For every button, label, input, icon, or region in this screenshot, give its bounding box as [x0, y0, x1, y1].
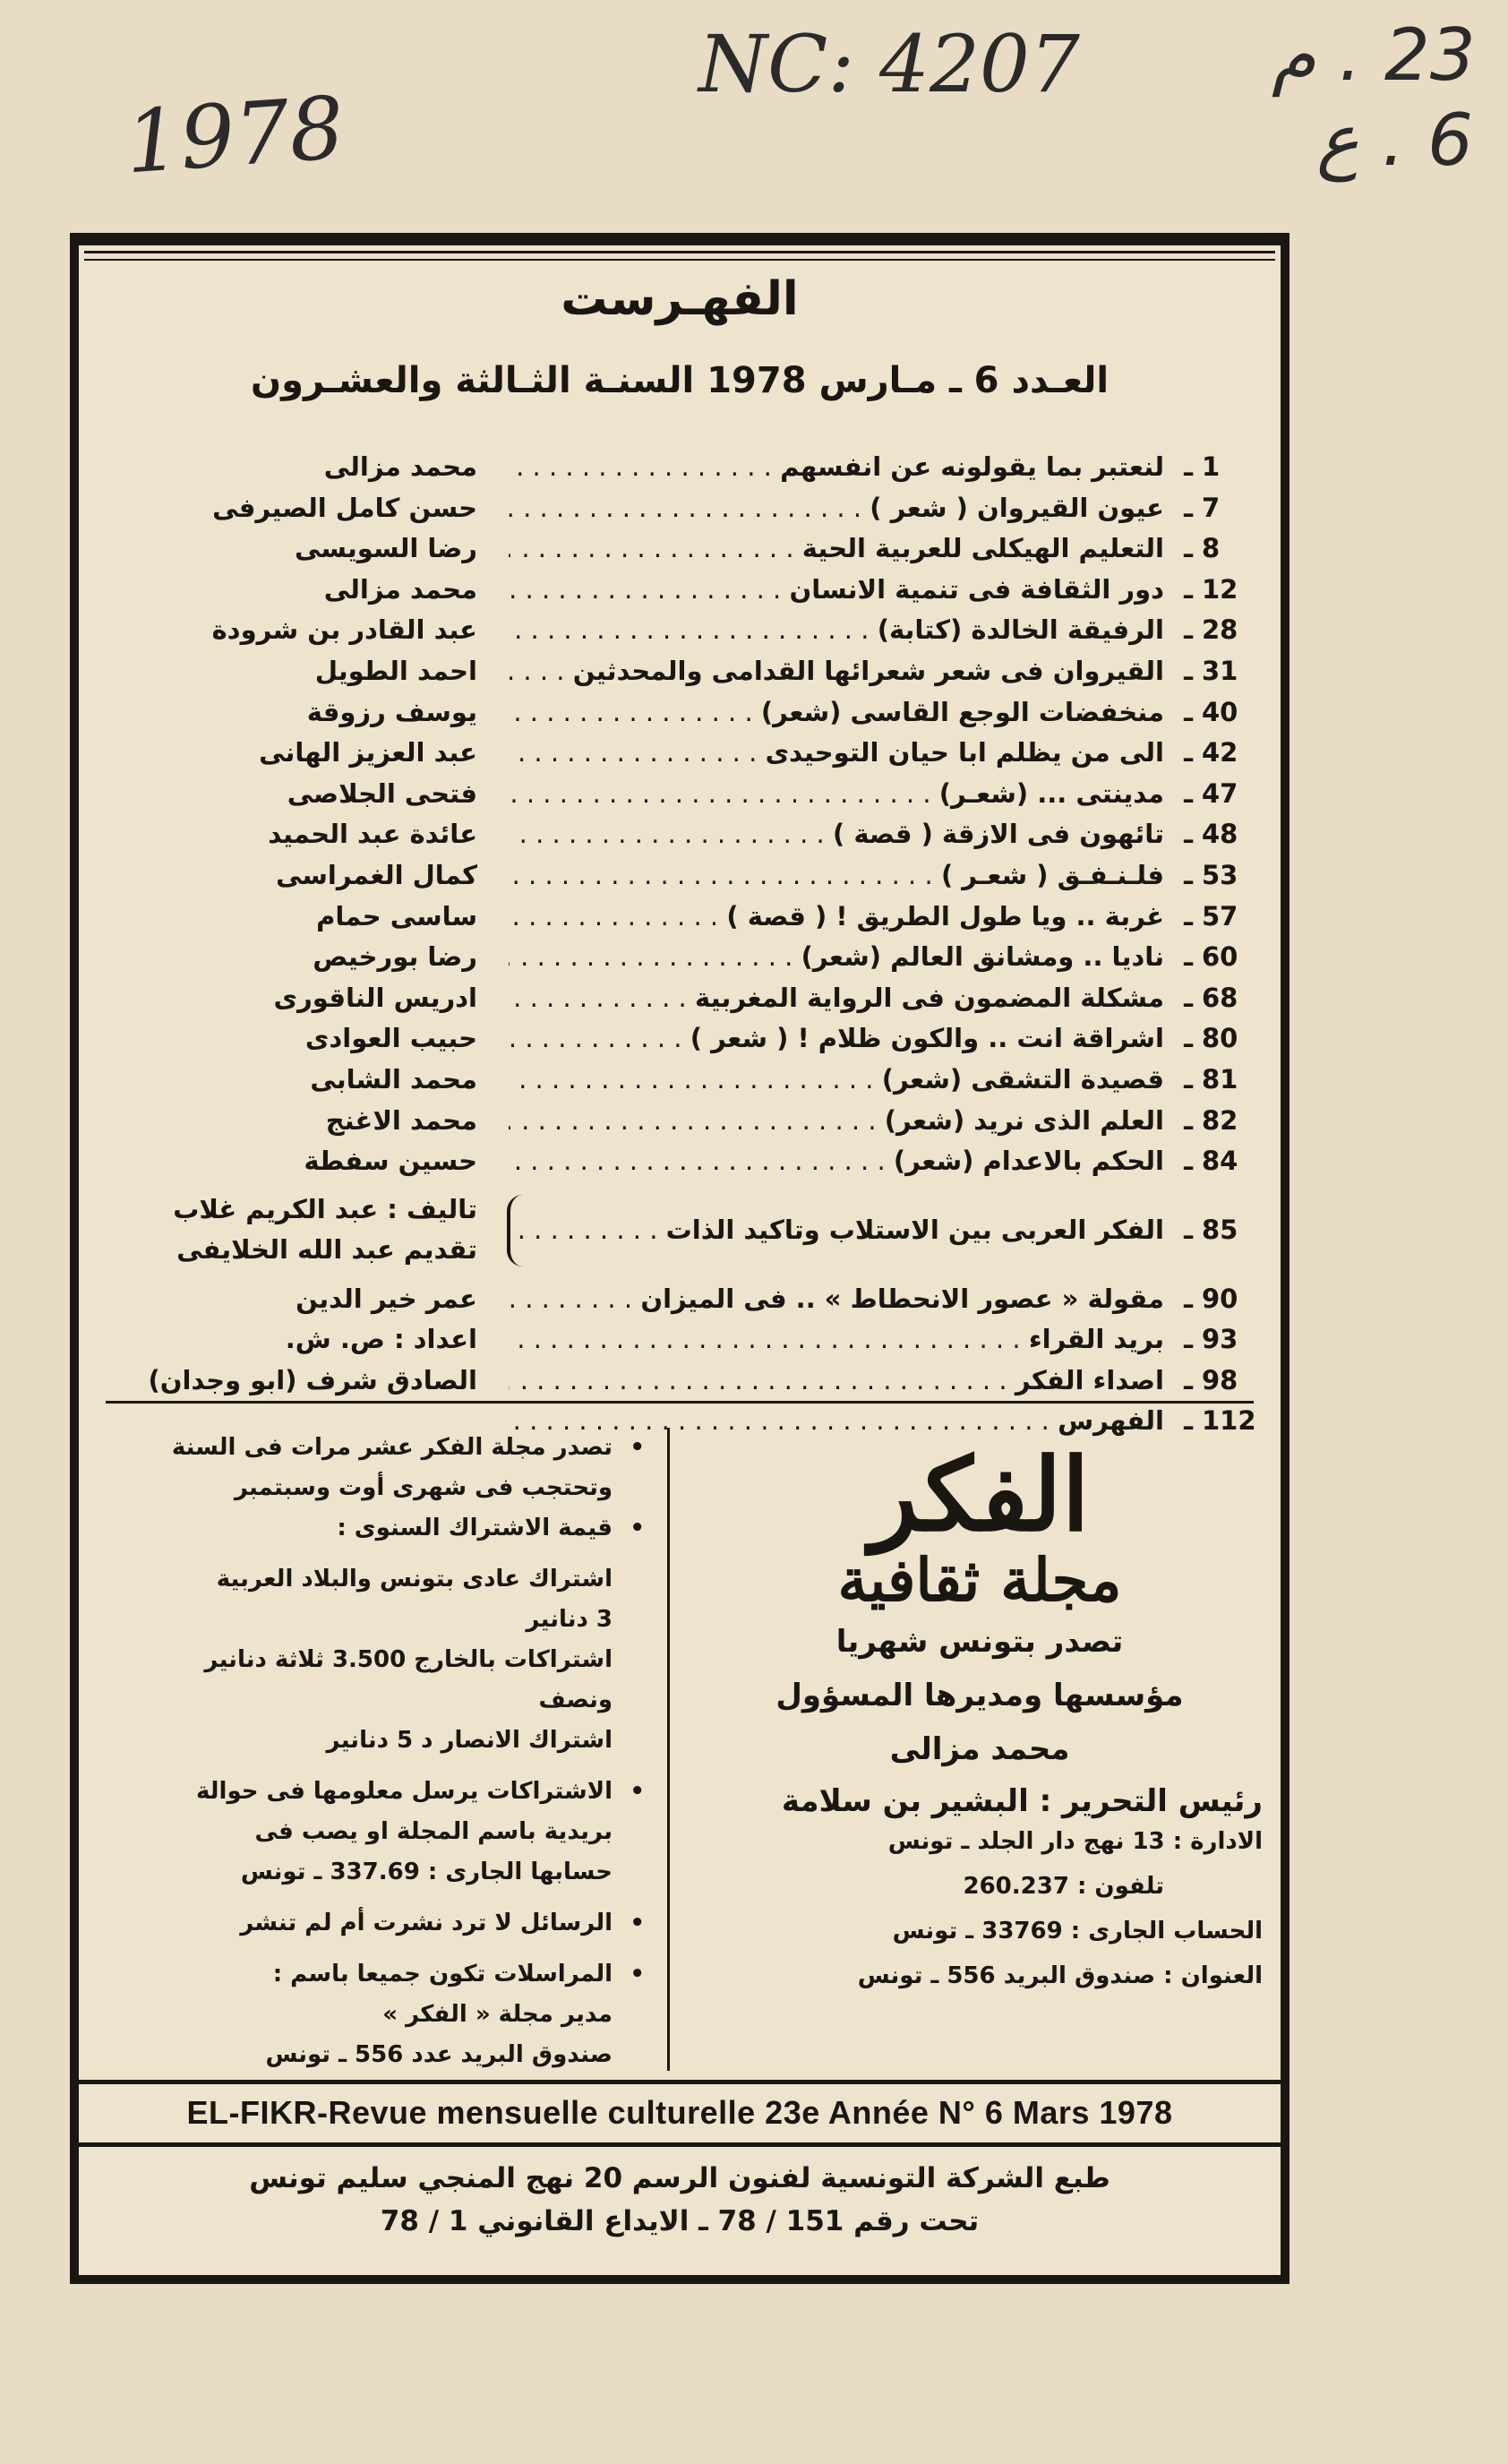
- toc-entry-title: اصداء الفكر . . .: [509, 1361, 1164, 1402]
- author-brace: [507, 1195, 523, 1266]
- toc-entry[interactable]: 8 ـ التعليم الهيكلى للعربية الحية . . . رضا السويسى: [106, 528, 1254, 570]
- info-item: اشتراك الانصار د 5 دنانير: [326, 1727, 613, 1754]
- toc-entry-author: محمد الشابى: [310, 1063, 477, 1095]
- toc-entry[interactable]: 47 ـ مدينتى ... (شعـر) . . . فتحى الجلاصى: [106, 774, 1254, 815]
- toc-page-number: 60: [1202, 941, 1238, 973]
- toc-entry-author: الصادق شرف (ابو وجدان): [148, 1364, 477, 1395]
- toc-entry-title: التعليم الهيكلى للعربية الحية . . .: [509, 528, 1164, 570]
- toc-page-number: 47: [1202, 777, 1238, 809]
- toc-entry-author: محمد مزالى: [323, 573, 477, 605]
- toc-entry[interactable]: 80 ـ اشراقة انت .. والكون ظلام ! ( شعر ) . . . حبيب العوادى: [106, 1018, 1254, 1060]
- toc-entry-author: ادريس الناقورى: [273, 982, 477, 1013]
- toc-page-number: 7: [1202, 492, 1221, 523]
- toc-page-number: 42: [1202, 737, 1238, 768]
- info-item: • الاشتراكات يرسل معلومها فى حوالة بريدية باسم المجلة او يصب فى حسابها الجارى : 337.69 ـ تونس: [79, 1772, 652, 1893]
- toc-entry-title: العلم الذى نريد (شعر) . . .: [509, 1101, 1164, 1142]
- toc-page-number: 68: [1202, 982, 1238, 1013]
- toc-entry[interactable]: 12 ـ دور الثقافة فى تنمية الانسان . . . محمد مزالى: [106, 570, 1254, 611]
- toc-entry[interactable]: 82 ـ العلم الذى نريد (شعر) . . . محمد الاغنج: [106, 1101, 1254, 1142]
- toc-entry[interactable]: 98 ـ اصداء الفكر . . . الصادق شرف (ابو وجدان): [106, 1361, 1254, 1402]
- toc-entry[interactable]: 42 ـ الى من يظلم ابا حيان التوحيدى . . . عبد العزيز الهانى: [106, 733, 1254, 774]
- toc-entry[interactable]: 48 ـ تائهون فى الازقة ( قصة ) . . . عائدة عبد الحميد: [106, 814, 1254, 855]
- page-frame: [70, 233, 1290, 2284]
- magazine-logo: الفكر: [870, 1437, 1090, 1554]
- toc-entry[interactable]: 93 ـ بريد القراء . . . اعداد : ص. ش.: [106, 1319, 1254, 1361]
- phone-number: تلفون : 260.237: [963, 1873, 1164, 1900]
- toc-page-number: 40: [1202, 696, 1238, 727]
- toc-entry-author: اعداد : ص. ش.: [285, 1324, 477, 1355]
- toc-entry-author-secondary: تقديم عبد الله الخلايفى: [176, 1233, 477, 1265]
- toc-title: الفهـرست: [561, 272, 799, 326]
- toc-entry[interactable]: 112 ـ الفهرس . . .: [106, 1401, 1254, 1442]
- divider: [79, 2080, 1281, 2084]
- toc-entry-author: محمد مزالى: [323, 451, 477, 482]
- toc-page-number: 48: [1202, 819, 1238, 850]
- toc-entry[interactable]: 1 ـ لنعتبر بما يقولونه عن انفسهم . . . محمد مزالى: [106, 447, 1254, 488]
- subscription-info: [79, 1428, 652, 2075]
- toc-entry-title: الرفيقة الخالدة (كتابة) . . .: [509, 610, 1164, 651]
- printer-line: طبع الشركة التونسية لفنون الرسم 20 نهج المنجي سليم تونس: [249, 2162, 1110, 2194]
- toc-entry-title: عيون القيروان ( شعر ) . . .: [509, 488, 1164, 529]
- toc-entry[interactable]: 53 ـ فلـنـفـق ( شعـر ) . . . كمال الغمراسى: [106, 855, 1254, 897]
- toc-entry-author: عائدة عبد الحميد: [268, 819, 477, 850]
- info-item: اشتراك عادى بتونس والبلاد العربية 3 دنانير: [216, 1566, 613, 1633]
- toc-entry-author: رضا السويسى: [295, 533, 477, 564]
- info-item: • الرسائل لا ترد نشرت أم لم تنشر: [79, 1903, 652, 1944]
- toc-entry[interactable]: 68 ـ مشكلة المضمون فى الرواية المغربية . . . ادريس الناقورى: [106, 978, 1254, 1019]
- toc-entry-title: منخفضات الوجع القاسى (شعر) . . .: [509, 692, 1164, 734]
- toc-entry-title: لنعتبر بما يقولونه عن انفسهم . . .: [509, 447, 1164, 488]
- toc-entry-author: محمد الاغنج: [325, 1104, 477, 1136]
- toc-entry-title: مشكلة المضمون فى الرواية المغربية . . .: [509, 978, 1164, 1019]
- toc-entry-title: فلـنـفـق ( شعـر ) . . .: [509, 855, 1164, 897]
- toc-page-number: 53: [1202, 859, 1238, 890]
- toc-page-number: 90: [1202, 1283, 1238, 1314]
- table-of-contents: [106, 447, 1254, 1442]
- handwritten-code-top: 23 . م: [1272, 13, 1476, 97]
- toc-entry-author: كمال الغمراسى: [276, 859, 477, 890]
- toc-entry-title: اشراقة انت .. والكون ظلام ! ( شعر ) . . .: [509, 1018, 1164, 1060]
- handwritten-year: 1978: [122, 77, 347, 193]
- toc-page-number: 81: [1202, 1063, 1238, 1095]
- toc-entry[interactable]: 7 ـ عيون القيروان ( شعر ) . . . حسن كامل الصيرفى: [106, 488, 1254, 529]
- toc-entry-author: رضا بورخيص: [313, 941, 477, 973]
- editor-in-chief: رئيس التحرير : البشير بن سلامة: [781, 1783, 1263, 1819]
- toc-entry[interactable]: 40 ـ منخفضات الوجع القاسى (شعر) . . . يوسف رزوقة: [106, 692, 1254, 734]
- magazine-subtitle: مجلة ثقافية: [837, 1545, 1122, 1615]
- toc-entry-author: عبد القادر بن شرودة: [211, 614, 477, 646]
- column-divider: [667, 1428, 670, 2071]
- toc-page-number: 1: [1202, 451, 1221, 482]
- toc-entry-title: القيروان فى شعر شعرائها القدامى والمحدثين . . .: [509, 651, 1164, 692]
- toc-page-number: 84: [1202, 1146, 1238, 1177]
- toc-entry-author: عمر خير الدين: [296, 1283, 477, 1314]
- toc-entry-title: الفهرس . . .: [509, 1401, 1164, 1442]
- director-name: محمد مزالى: [889, 1731, 1070, 1767]
- postal-address: العنوان : صندوق البريد 556 ـ تونس: [857, 1962, 1263, 1989]
- toc-entry-author: فتحى الجلاصى: [287, 777, 477, 809]
- administration-address: الادارة : 13 نهج دار الجلد ـ تونس: [887, 1828, 1263, 1855]
- toc-page-number: 80: [1202, 1023, 1238, 1054]
- toc-entry-author: يوسف رزوقة: [306, 696, 477, 727]
- toc-entry[interactable]: 81 ـ قصيدة التشقى (شعر) . . . محمد الشابى: [106, 1060, 1254, 1101]
- toc-page-number: 112: [1202, 1405, 1256, 1437]
- info-item: • المراسلات تكون جميعا باسم : مدير مجلة « الفكر » صندوق البريد عدد 556 ـ تونس: [79, 1954, 652, 2075]
- toc-entry-title: الفكر العربى بين الاستلاب وتاكيد الذات . . .: [509, 1210, 1164, 1251]
- toc-entry-author: تاليف : عبد الكريم غلاب: [173, 1193, 477, 1224]
- toc-page-number: 28: [1202, 614, 1238, 646]
- toc-entry[interactable]: 85 ـ الفكر العربى بين الاستلاب وتاكيد الذات . . . تاليف : عبد الكريم غلاب تقديم عبد الله الخلايفى: [106, 1182, 1254, 1279]
- toc-entry-title: تائهون فى الازقة ( قصة ) . . .: [509, 814, 1164, 855]
- divider: [79, 2142, 1281, 2147]
- legal-deposit-line: تحت رقم 151 / 78 ـ الايداع القانوني 1 / 78: [380, 2205, 980, 2237]
- toc-page-number: 31: [1202, 655, 1238, 686]
- toc-entry-title: قصيدة التشقى (شعر) . . .: [509, 1060, 1164, 1101]
- toc-entry-title: الى من يظلم ابا حيان التوحيدى . . .: [509, 733, 1164, 774]
- info-item: • قيمة الاشتراك السنوى :: [79, 1508, 652, 1549]
- publication-frequency: تصدر بتونس شهريا: [835, 1624, 1124, 1660]
- toc-page-number: 98: [1202, 1364, 1238, 1395]
- toc-page-number: 93: [1202, 1324, 1238, 1355]
- toc-entry-title: دور الثقافة فى تنمية الانسان . . .: [509, 570, 1164, 611]
- french-masthead-line: EL-FIKR-Revue mensuelle culturelle 23e Année N° 6 Mars 1978: [186, 2094, 1173, 2131]
- toc-entry[interactable]: 60 ـ ناديا .. ومشانق العالم (شعر) . . . رضا بورخيص: [106, 937, 1254, 978]
- toc-entry-title: مقولة « عصور الانحطاط » .. فى الميزان . . .: [509, 1279, 1164, 1320]
- toc-entry-author: عبد العزيز الهانى: [259, 737, 477, 768]
- current-account: الحساب الجارى : 33769 ـ تونس: [892, 1918, 1263, 1945]
- toc-entry-author: احمد الطويل: [314, 655, 477, 686]
- toc-page-number: 8: [1202, 533, 1221, 564]
- toc-page-number: 12: [1202, 573, 1238, 605]
- toc-page-number: 82: [1202, 1104, 1238, 1136]
- toc-entry[interactable]: 90 ـ مقولة « عصور الانحطاط » .. فى الميزان . . . عمر خير الدين: [106, 1279, 1254, 1320]
- handwritten-code-bottom: 6 . ع: [1316, 99, 1473, 182]
- masthead: [688, 1437, 1272, 1998]
- toc-entry-author: حسين سفطة: [304, 1146, 477, 1177]
- info-item: • تصدر مجلة الفكر عشر مرات فى السنة وتحتجب فى شهرى أوت وسبتمبر: [79, 1428, 652, 1508]
- toc-entry-title: الحكم بالاعدام (شعر) . . .: [509, 1141, 1164, 1182]
- founder-label: مؤسسها ومديرها المسؤول: [775, 1678, 1184, 1713]
- handwritten-catalog-number: NC: 4207: [698, 18, 1080, 110]
- toc-page-number: 57: [1202, 900, 1238, 932]
- toc-entry[interactable]: 31 ـ القيروان فى شعر شعرائها القدامى والمحدثين . . . احمد الطويل: [106, 651, 1254, 692]
- toc-entry[interactable]: 84 ـ الحكم بالاعدام (شعر) . . . حسين سفطة: [106, 1141, 1254, 1182]
- toc-entry-title: مدينتى ... (شعـر) . . .: [509, 774, 1164, 815]
- toc-entry-author: حبيب العوادى: [304, 1023, 477, 1054]
- toc-entry-title: غربة .. ويا طول الطريق ! ( قصة ) . . .: [509, 897, 1164, 938]
- toc-entry-title: بريد القراء . . .: [509, 1319, 1164, 1361]
- toc-entry[interactable]: 57 ـ غربة .. ويا طول الطريق ! ( قصة ) . . . ساسى حمام: [106, 897, 1254, 938]
- toc-entry-author: حسن كامل الصيرفى: [212, 492, 477, 523]
- toc-entry-author: ساسى حمام: [316, 900, 477, 932]
- info-item: اشتراكات بالخارج 3.500 ثلاثة دنانير ونصف: [204, 1646, 613, 1713]
- toc-entry-title: ناديا .. ومشانق العالم (شعر) . . .: [509, 937, 1164, 978]
- toc-issue-line: العـدد 6 ـ مـارس 1978 السنـة الثـالثة والعشـرون: [250, 360, 1110, 401]
- toc-page-number: 85: [1202, 1214, 1238, 1245]
- toc-entry[interactable]: 28 ـ الرفيقة الخالدة (كتابة) . . . عبد القادر بن شرودة: [106, 610, 1254, 651]
- divider: [106, 1401, 1254, 1404]
